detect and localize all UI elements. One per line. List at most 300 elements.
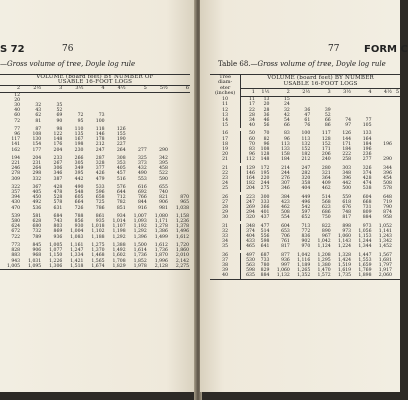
tree-diameter-cell: 10 <box>210 97 241 103</box>
volume-cell: 906 <box>32 248 42 254</box>
right_page-col-header: 3 <box>311 89 331 97</box>
volume-cell: 817 <box>281 244 290 250</box>
volume-cell: 348 <box>246 223 255 229</box>
volume-cell: 1,031 <box>28 258 42 264</box>
volume-cell: 344 <box>383 165 392 171</box>
volume-cell: 726 <box>74 205 84 211</box>
volume-cell: 743 <box>53 219 63 225</box>
volume-cell: 152 <box>301 146 311 152</box>
volume-cell: 1,612 <box>175 234 189 240</box>
volume-cell: 1,852 <box>133 258 147 264</box>
volume-cell: 290 <box>159 147 168 153</box>
volume-cell: 128 <box>260 152 270 158</box>
volume-cell: 377 <box>95 166 105 172</box>
volume-cell: 598 <box>260 239 270 245</box>
volume-cell: 60 <box>14 113 21 119</box>
tree-diameter-cell: 21 <box>210 166 241 171</box>
volume-cell: 177 <box>32 147 42 153</box>
left-table-title: —Gross volume of tree, Doyle log rule <box>0 60 136 68</box>
volume-cell: 54 <box>283 117 290 123</box>
volume-cell: 1,093 <box>133 219 147 225</box>
volume-cell: 1,060 <box>276 268 290 274</box>
volume-cell: 1,018 <box>91 224 105 230</box>
volume-cell: 1,602 <box>112 253 126 259</box>
volume-cell: 935 <box>95 219 105 225</box>
volume-cell: 428 <box>362 175 372 181</box>
left-page <box>0 0 196 392</box>
volume-cell: 1,736 <box>133 253 147 259</box>
right-running-head: FORM C <box>364 44 408 55</box>
volume-cell: 60 <box>249 136 255 142</box>
volume-cell: 122 <box>53 132 63 138</box>
volume-cell: 349 <box>74 166 84 172</box>
volume-cell: 171 <box>321 146 331 152</box>
volume-cell: 596 <box>95 190 105 196</box>
volume-cell: 277 <box>362 157 372 163</box>
volume-cell: 2,060 <box>378 273 392 279</box>
volume-cell: 442 <box>342 181 352 187</box>
tree-diameter-cell: 32 <box>210 229 241 234</box>
volume-cell: 1,192 <box>133 224 147 230</box>
volume-cell: 623 <box>321 204 331 210</box>
volume-cell: 1,797 <box>378 263 392 269</box>
volume-cell: 500 <box>342 186 352 192</box>
tree-diameter-cell: 11 <box>210 102 241 107</box>
volume-cell: 1,572 <box>317 273 331 279</box>
volume-cell: 1,735 <box>337 273 352 279</box>
volume-cell: 141 <box>11 142 21 148</box>
volume-cell: 1,708 <box>112 258 126 264</box>
volume-cell: 1,226 <box>49 258 63 264</box>
volume-cell: 162 <box>11 147 21 153</box>
tree-diameter-cell: 24 <box>210 181 241 186</box>
volume-cell: 1,056 <box>358 228 372 234</box>
volume-cell: 490 <box>74 184 84 190</box>
left-page-number: 76 <box>62 44 74 54</box>
volume-cell: 214 <box>281 165 290 171</box>
volume-cell: 1,132 <box>276 273 290 279</box>
volume-cell: 1,567 <box>378 252 392 258</box>
right_page-col-header: 3½ <box>332 89 352 97</box>
volume-cell: 86 <box>324 123 331 129</box>
volume-cell: 126 <box>342 131 352 137</box>
volume-cell: 1,292 <box>112 234 126 240</box>
volume-cell: 164 <box>362 136 372 142</box>
volume-cell: 936 <box>281 257 290 263</box>
volume-cell: 1,161 <box>70 242 84 248</box>
volume-cell: 1,198 <box>112 229 126 235</box>
tree-diameter-cell: 30 <box>210 215 241 220</box>
volume-cell: 1,150 <box>49 253 63 259</box>
volume-cell: 598 <box>246 268 255 274</box>
volume-cell: 668 <box>362 199 372 205</box>
volume-cell: 748 <box>342 210 352 216</box>
volume-cell: 357 <box>11 190 21 196</box>
left_page-col-header: 4½ <box>106 86 127 92</box>
volume-cell: 1,769 <box>358 268 372 274</box>
volume-cell: 828 <box>11 248 21 254</box>
volume-cell: 433 <box>246 239 255 245</box>
volume-cell: 578 <box>383 186 392 192</box>
volume-cell: 1,619 <box>337 268 352 274</box>
volume-cell: 658 <box>95 195 105 201</box>
volume-cell: 1,116 <box>297 257 311 263</box>
volume-cell: 244 <box>260 181 270 187</box>
volume-cell: 1,102 <box>91 229 105 235</box>
volume-cell: 74 <box>345 117 352 123</box>
volume-cell: 240 <box>321 157 331 163</box>
volume-cell: 28 <box>249 112 255 118</box>
volume-cell: 1,344 <box>358 244 372 250</box>
volume-cell: 916 <box>137 205 147 211</box>
volume-cell: 132 <box>301 141 311 147</box>
volume-cell: 358 <box>301 181 311 187</box>
tree-diameter-cell: 38 <box>210 263 241 268</box>
volume-cell: 66 <box>324 117 331 123</box>
volume-cell: 822 <box>321 223 331 229</box>
volume-cell: 869 <box>53 229 63 235</box>
volume-cell: 1,265 <box>297 268 311 274</box>
volume-cell: 118 <box>95 126 105 132</box>
tree-diameter-cell: 23 <box>210 176 241 181</box>
volume-cell <box>393 273 400 279</box>
volume-cell: 96 <box>283 136 290 142</box>
volume-cell: 212 <box>301 157 311 163</box>
volume-cell: 204 <box>246 186 255 192</box>
volume-cell: 148 <box>53 137 63 143</box>
volume-cell: 1,236 <box>175 219 189 225</box>
volume-cell: 576 <box>116 184 126 190</box>
volume-cell: 171 <box>342 141 352 147</box>
volume-cell: 618 <box>342 199 352 205</box>
right_page-col-header: 2½ <box>291 89 311 97</box>
volume-cell: 196 <box>362 146 372 152</box>
volume-cell: 333 <box>260 199 270 205</box>
volume-cell: 590 <box>159 176 168 182</box>
volume-cell: 401 <box>260 210 270 216</box>
volume-cell: 332 <box>32 176 42 182</box>
volume-cell: 77 <box>14 126 21 132</box>
volume-cell: 90 <box>56 118 63 124</box>
volume-cell: 1,470 <box>317 268 331 274</box>
tree-diameter-cell: 14 <box>210 118 241 123</box>
volume-cell: 817 <box>342 215 352 221</box>
tree-diameter-cell: 15 <box>210 123 241 128</box>
volume-cell: 428 <box>53 184 63 190</box>
right_page-col-header: 1 <box>241 89 256 97</box>
volume-cell: 190 <box>116 137 126 143</box>
volume-cell: 223 <box>246 194 255 200</box>
right-page <box>200 0 408 392</box>
volume-cell: 1,077 <box>49 248 63 254</box>
volume-cell: 733 <box>260 257 270 263</box>
volume-cell: 902 <box>301 239 311 245</box>
volume-cell: 367 <box>32 184 42 190</box>
volume-cell: 426 <box>95 171 105 177</box>
volume-cell: 135 <box>74 132 84 138</box>
volume-cell: 1,978 <box>133 263 147 269</box>
volume-cell: 28 <box>263 107 270 113</box>
volume-cell: 548 <box>74 190 84 196</box>
volume-cell: 780 <box>260 263 270 269</box>
volume-cell: 687 <box>260 252 270 258</box>
volume-cell: 1,224 <box>337 244 352 250</box>
volume-cell: 750 <box>321 215 331 221</box>
volume-cell: 725 <box>95 200 105 206</box>
volume-cell: 52 <box>56 108 63 114</box>
volume-cell: 851 <box>116 205 126 211</box>
volume-cell: 580 <box>11 219 21 225</box>
volume-cell: 478 <box>53 190 63 196</box>
volume-cell: 477 <box>260 223 270 229</box>
volume-cell: 320 <box>301 175 311 181</box>
volume-cell: 686 <box>321 210 331 216</box>
volume-cell: 290 <box>383 157 392 163</box>
volume-cell: 968 <box>32 253 42 259</box>
volume-cell: 1,614 <box>133 248 147 254</box>
volume-cell: 309 <box>11 176 21 182</box>
volume-cell: 395 <box>74 171 84 177</box>
volume-cell: 884 <box>362 215 372 221</box>
volume-cell: 374 <box>246 228 255 234</box>
right-volume-table <box>210 74 400 280</box>
tree-diameter-cell: 36 <box>210 253 241 258</box>
volume-cell: 457 <box>116 171 126 177</box>
volume-cell: 20 <box>14 97 21 103</box>
volume-cell: 1,292 <box>133 229 147 235</box>
volume-cell: 458 <box>159 166 168 172</box>
volume-cell: 133 <box>362 131 372 137</box>
volume-cell: 56 <box>263 123 270 129</box>
volume-cell: 553 <box>137 176 147 182</box>
left-volume-table <box>0 74 190 270</box>
volume-cell: 1,244 <box>358 239 372 245</box>
tree-diameter-cell: 33 <box>210 234 241 239</box>
right-volume-heading: VOLUME (board feet) BY NUMBER USABLE 16-FOOT LOGS <box>241 75 400 89</box>
volume-cell: 563 <box>246 263 255 269</box>
volume-cell: 97 <box>345 123 352 129</box>
volume-cell: 605 <box>74 195 84 201</box>
volume-cell: 96 <box>263 141 270 147</box>
volume-cell: 154 <box>32 142 42 148</box>
volume-cell: 1,518 <box>70 263 84 269</box>
volume-cell: 50 <box>249 131 255 137</box>
tree-diameter-cell: 31 <box>210 224 241 229</box>
volume-cell: 559 <box>342 194 352 200</box>
volume-cell: 204 <box>32 155 42 161</box>
right_page-col-header: 2 <box>270 89 290 97</box>
volume-cell: 247 <box>246 199 255 205</box>
volume-cell: 465 <box>246 244 255 250</box>
volume-cell: 437 <box>260 215 270 221</box>
volume-cell: 128 <box>321 136 331 142</box>
volume-cell: 655 <box>159 184 168 190</box>
volume-cell: 789 <box>32 234 42 240</box>
volume-cell: 298 <box>32 171 42 177</box>
volume-cell: 194 <box>11 155 21 161</box>
volume-cell: 1,898 <box>358 273 372 279</box>
volume-cell: 13 <box>263 97 270 103</box>
volume-cell: 1,452 <box>378 244 392 250</box>
volume-cell: 836 <box>301 234 311 239</box>
volume-cell: 719 <box>383 199 392 205</box>
volume-cell: 936 <box>53 234 63 240</box>
volume-cell: 1,860 <box>175 248 189 254</box>
volume-cell: 387 <box>53 176 63 182</box>
volume-cell: 604 <box>362 194 372 200</box>
volume-cell: 36 <box>304 107 311 113</box>
volume-cell: 845 <box>32 242 42 248</box>
volume-cell: 396 <box>383 170 392 176</box>
volume-cell: 72 <box>77 113 84 119</box>
volume-cell: 1,396 <box>133 234 147 240</box>
volume-cell: 108 <box>260 146 270 152</box>
volume-cell: 306 <box>53 166 63 172</box>
volume-cell: 516 <box>116 176 126 182</box>
volume-cell: 676 <box>342 204 352 210</box>
left_page-col-header: 4 <box>84 86 105 92</box>
volume-cell: 176 <box>53 142 63 148</box>
volume-cell: 184 <box>362 141 372 147</box>
table-row <box>210 273 400 279</box>
volume-cell: 184 <box>281 157 290 163</box>
volume-cell: 17 <box>249 102 255 108</box>
volume-cell: 384 <box>281 194 290 200</box>
volume-cell: 110 <box>74 126 84 132</box>
volume-cell: 146 <box>246 170 255 176</box>
volume-cell: 1,052 <box>378 223 392 229</box>
volume-cell: 133 <box>281 146 290 152</box>
volume-cell: 943 <box>11 258 21 264</box>
volume-cell: 934 <box>116 213 126 219</box>
volume-cell: 117 <box>11 137 21 143</box>
volume-cell: 1,143 <box>337 239 352 245</box>
volume-cell: 405 <box>32 190 42 196</box>
volume-cell: 773 <box>11 242 21 248</box>
volume-cell: 43 <box>35 108 42 114</box>
volume-cell: 1,005 <box>6 263 21 269</box>
volume-cell: 81 <box>35 118 42 124</box>
volume-cell: 967 <box>321 234 331 239</box>
volume-cell: 1,659 <box>358 263 372 269</box>
volume-cell: 474 <box>362 181 372 187</box>
left-volume-heading: VOLUME (board feet) BY NUMBER OF USABLE 16-FOOT LOGS <box>0 75 190 86</box>
volume-cell: 158 <box>281 152 290 158</box>
volume-cell: 66 <box>283 123 290 129</box>
volume-cell: 172 <box>260 165 270 171</box>
volume-cell: 112 <box>246 157 255 163</box>
tree-diameter-cell: 27 <box>210 200 241 205</box>
tree-heading-line: Tree <box>219 74 231 80</box>
volume-cell: 821 <box>159 195 168 201</box>
volume-cell: 269 <box>246 204 255 210</box>
left_page-col-header: 5 <box>127 86 148 92</box>
volume-cell: 246 <box>11 166 21 172</box>
volume-cell: 322 <box>11 184 21 190</box>
volume-cell: 788 <box>74 213 84 219</box>
volume-cell: 554 <box>281 215 290 221</box>
volume-cell: 1,674 <box>91 263 105 269</box>
table-row <box>0 259 190 264</box>
volume-cell: 514 <box>260 228 270 234</box>
volume-cell: 628 <box>32 219 42 225</box>
volume-cell: 46 <box>263 117 270 123</box>
volume-cell: 325 <box>137 155 147 161</box>
volume-cell: 1,171 <box>154 219 168 225</box>
volume-cell: 32 <box>35 103 42 109</box>
volume-cell: 308 <box>116 155 126 161</box>
volume-cell: 539 <box>11 213 21 219</box>
volume-cell: 1,829 <box>112 263 126 269</box>
volume-cell: 303 <box>342 165 352 171</box>
volume-cell: 706 <box>281 234 290 239</box>
volume-cell: 267 <box>53 161 63 167</box>
volume-cell: 184 <box>342 146 352 152</box>
volume-cell: 152 <box>321 141 331 147</box>
volume-cell: 328 <box>95 161 105 167</box>
volume-cell: 100 <box>95 118 105 124</box>
volume-cell: 1,275 <box>91 242 105 248</box>
volume-cell: 395 <box>159 161 168 167</box>
volume-cell: 496 <box>301 199 311 205</box>
volume-cell: 342 <box>159 155 168 161</box>
volume-cell: 1,736 <box>154 248 168 254</box>
tree-diameter-cell: 20 <box>210 152 241 157</box>
volume-cell: 542 <box>301 204 311 210</box>
volume-cell: 1,189 <box>297 263 311 269</box>
volume-cell: 276 <box>281 175 290 181</box>
volume-cell: 1,188 <box>91 234 105 240</box>
volume-cell: 1,342 <box>378 239 392 245</box>
volume-cell: 247 <box>95 147 105 153</box>
volume-cell: 404 <box>301 186 311 192</box>
volume-cell: 930 <box>74 224 84 230</box>
tree-diameter-cell: 22 <box>210 171 241 176</box>
volume-cell: 195 <box>260 170 270 176</box>
volume-cell: 1,153 <box>358 234 372 239</box>
volume-cell: 1,083 <box>70 234 84 240</box>
volume-cell: 282 <box>301 170 311 176</box>
tree-heading-line: eter <box>219 84 231 91</box>
volume-cell: 164 <box>246 175 255 181</box>
volume-cell: 83 <box>249 146 255 152</box>
volume-cell: 236 <box>362 152 372 158</box>
volume-cell: 533 <box>95 184 105 190</box>
volume-cell: 877 <box>281 252 290 258</box>
tree-diameter-cell: 39 <box>210 268 241 273</box>
left_page-col-header: 2 <box>0 86 21 92</box>
volume-cell: 2,010 <box>175 253 189 259</box>
volume-cell: 1,612 <box>154 242 168 248</box>
volume-cell: 1,720 <box>175 242 189 248</box>
right-page-number: 77 <box>328 44 340 54</box>
tree-diameter-heading <box>210 75 241 97</box>
volume-cell: 34 <box>249 117 255 123</box>
volume-cell: 624 <box>11 224 21 230</box>
volume-cell: 530 <box>246 257 255 263</box>
volume-cell: 1,500 <box>133 242 147 248</box>
volume-cell: 712 <box>116 195 126 201</box>
volume-cell: 100 <box>301 131 311 137</box>
right_page-col-header: 4½ <box>373 89 393 97</box>
volume-cell: 294 <box>246 210 255 216</box>
volume-cell: 178 <box>95 137 105 143</box>
volume-cell: 108 <box>32 132 42 138</box>
volume-cell: 1,681 <box>378 257 392 263</box>
volume-cell: 722 <box>11 234 21 240</box>
tree-diameter-cell: 19 <box>210 147 241 152</box>
volume-cell: 70 <box>249 141 255 147</box>
